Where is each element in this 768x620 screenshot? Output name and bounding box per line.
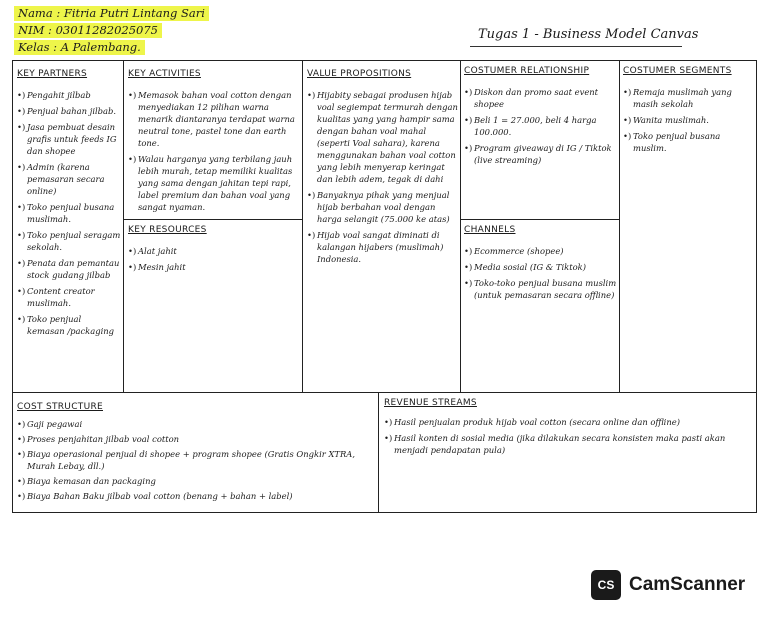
- value-propositions-section: [307, 69, 458, 389]
- key-partner-item: •) Toko penjual kemasan /packaging: [17, 313, 121, 337]
- student-nim: NIM : 03011282025075: [14, 23, 162, 38]
- student-class: Kelas : A Palembang.: [14, 40, 145, 55]
- divider-resources: [123, 219, 302, 220]
- key-partner-item: •) Pengahit jilbab: [17, 89, 121, 101]
- value-proposition-item: •) Banyaknya pihak yang menjual hijab berbahan voal dengan harga selangit (75.000 ke atas): [307, 189, 458, 225]
- cost-structure-section: [17, 402, 375, 510]
- channels-title: CHANNELS: [464, 225, 516, 235]
- cost-item: •) Biaya Bahan Baku jilbab voal cotton (benang + bahan + label): [17, 490, 375, 502]
- key-partner-item: •) Toko penjual busana muslimah.: [17, 201, 121, 225]
- customer-relationship-item: •) Diskon dan promo saat event shopee: [464, 86, 617, 110]
- key-resources-title: KEY RESOURCES: [128, 225, 207, 235]
- key-partner-item: •) Penata dan pemantau stock gudang jilbab: [17, 257, 121, 281]
- channels-section: [464, 225, 617, 387]
- key-partner-item: •) Jasa pembuat desain grafis untuk feeds IG dan shopee: [17, 121, 121, 157]
- key-resource-item: •) Mesin jahit: [128, 261, 300, 273]
- divider-cost-revenue: [378, 392, 379, 513]
- value-proposition-item: •) Hijabity sebagai produsen hijab voal segiempat termurah dengan kualitas yang yang hampir sama dengan bahan voal mahal (seperti Voal sahara), karena menggunakan bahan voal cotton yang lebih menyerap keringat dan lebih adem, tegak di dahi: [307, 89, 458, 185]
- customer-segment-item: •) Toko penjual busana muslim.: [623, 130, 754, 154]
- customer-segment-item: •) Wanita muslimah.: [623, 114, 754, 126]
- customer-segment-item: •) Remaja muslimah yang masih sekolah: [623, 86, 754, 110]
- key-activity-item: •) Memasok bahan voal cotton dengan menyediakan 12 pilihan warna menarik diantaranya terdapat warna neutral tone, pastel tone dan earth tone.: [128, 89, 300, 149]
- customer-relationship-item: •) Beli 1 = 27.000, beli 4 harga 100.000.: [464, 114, 617, 138]
- divider-value: [460, 60, 461, 392]
- key-activity-item: •) Walau harganya yang terbilang jauh lebih murah, tetap memiliki kualitas yang sama dengan jahitan tepi rapi, label premium dan bahan voal yang sangat nyaman.: [128, 153, 300, 213]
- divider-relationship: [619, 60, 620, 392]
- customer-segments-title: COSTUMER SEGMENTS: [623, 66, 732, 76]
- key-resource-item: •) Alat jahit: [128, 245, 300, 257]
- camscanner-watermark: [591, 570, 745, 600]
- key-partner-item: •) Penjual bahan jilbab.: [17, 105, 121, 117]
- channel-item: •) Toko-toko penjual busana muslim (untuk pemasaran secara offline): [464, 277, 617, 301]
- key-partner-item: •) Toko penjual seragam sekolah.: [17, 229, 121, 253]
- key-activities-title: KEY ACTIVITIES: [128, 69, 201, 79]
- cost-structure-title: COST STRUCTURE: [17, 402, 103, 412]
- divider-activities: [302, 60, 303, 392]
- key-activities-section: [128, 69, 300, 217]
- cost-item: •) Gaji pegawai: [17, 418, 375, 430]
- value-propositions-title: VALUE PROPOSITIONS: [307, 69, 412, 79]
- key-partner-item: •) Content creator muslimah.: [17, 285, 121, 309]
- cost-item: •) Proses penjahitan jilbab voal cotton: [17, 433, 375, 445]
- divider-channels: [460, 219, 619, 220]
- key-resources-section: [128, 225, 300, 387]
- camscanner-logo-icon: CS: [591, 570, 621, 600]
- customer-relationship-section: [464, 66, 617, 217]
- revenue-streams-title: REVENUE STREAMS: [384, 398, 477, 408]
- divider-bottom-row: [12, 392, 757, 393]
- value-proposition-item: •) Hijab voal sangat diminati di kalangan hijabers (muslimah) Indonesia.: [307, 229, 458, 265]
- revenue-item: •) Hasil konten di sosial media (jika dilakukan secara konsisten maka pasti akan menjadi pendapatan pula): [384, 432, 754, 456]
- customer-relationship-item: •) Program giveaway di IG / Tiktok (live streaming): [464, 142, 617, 166]
- page-title: Tugas 1 - Business Model Canvas: [478, 27, 699, 42]
- channel-item: •) Ecommerce (shopee): [464, 245, 617, 257]
- student-name: Nama : Fitria Putri Lintang Sari: [14, 6, 209, 21]
- revenue-streams-section: [384, 398, 754, 510]
- revenue-item: •) Hasil penjualan produk hijab voal cotton (secara online dan offline): [384, 416, 754, 428]
- channel-item: •) Media sosial (IG & Tiktok): [464, 261, 617, 273]
- divider-partners: [123, 60, 124, 392]
- customer-relationship-title: COSTUMER RELATIONSHIP: [464, 66, 590, 76]
- customer-segments-section: [623, 66, 754, 388]
- cost-item: •) Biaya operasional penjual di shopee + program shopee (Gratis Ongkir XTRA, Murah Lebay, dll.): [17, 448, 375, 472]
- cost-item: •) Biaya kemasan dan packaging: [17, 475, 375, 487]
- key-partners-title: KEY PARTNERS: [17, 69, 88, 79]
- camscanner-text: CamScanner: [629, 574, 746, 595]
- key-partners-section: [17, 69, 121, 389]
- title-underline: [470, 46, 682, 47]
- key-partner-item: •) Admin (karena pemasaran secara online): [17, 161, 121, 197]
